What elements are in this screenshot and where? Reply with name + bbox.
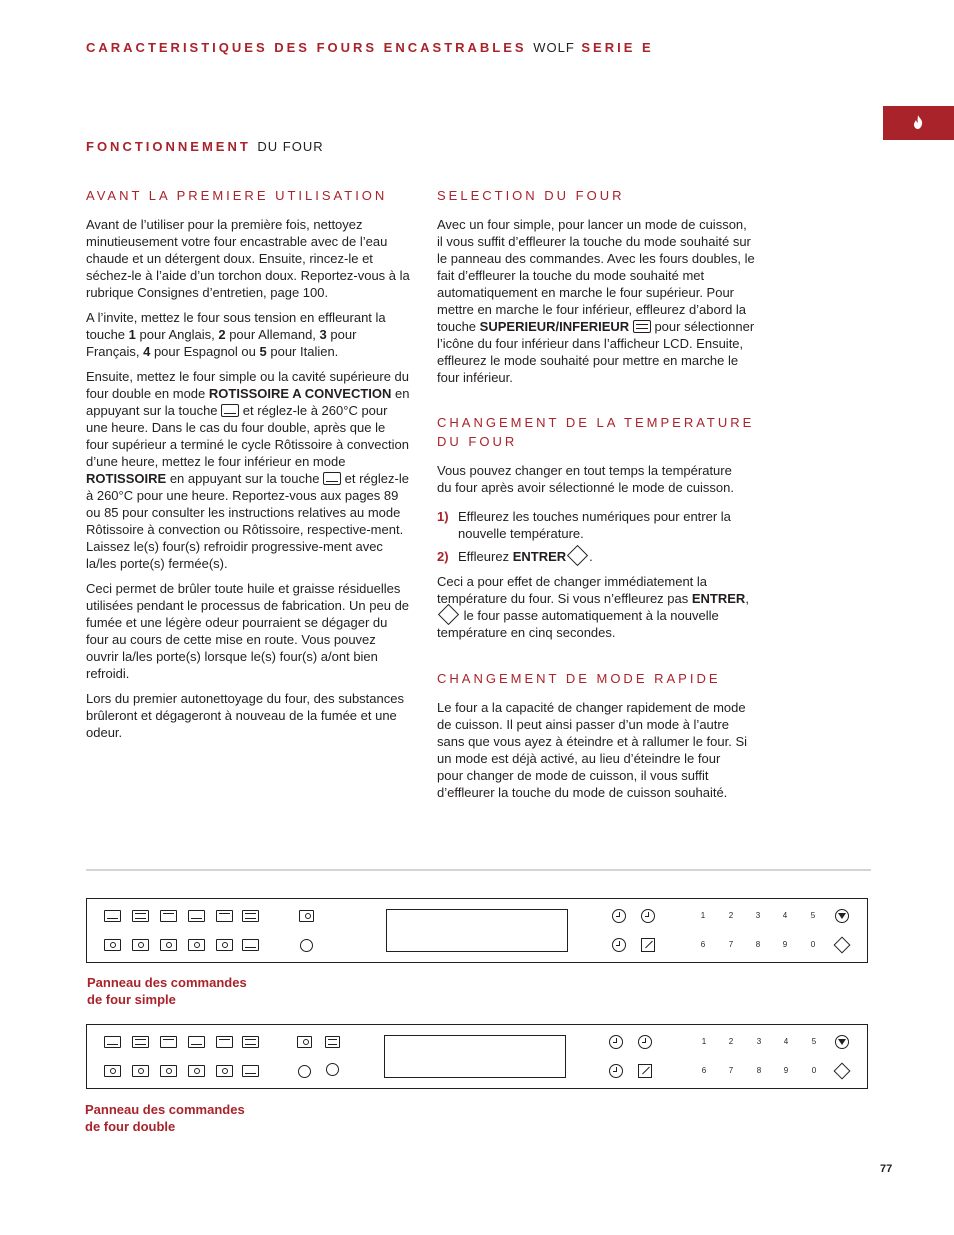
digit-key: 8	[755, 940, 761, 949]
dehydrate-key-icon	[242, 910, 259, 922]
left-p4: Ceci permet de brûler toute huile et graisse résiduelles utilisées pendant le processus de fabrication. Un peu de fumée et une légère odeur pourraient se dégager du four au cours de cette mise en route. Vous pouvez ouvrir la/les porte(s) lorsque le(s) four(s) a/ont bien refroidi.	[86, 581, 410, 681]
clean-key-icon	[216, 1065, 233, 1077]
flame-icon	[911, 114, 925, 130]
clean-key-icon	[216, 939, 233, 951]
digit-key: 2	[728, 1037, 734, 1046]
text: ROTISSOIRE	[86, 471, 167, 486]
roast-key-icon	[132, 1036, 149, 1048]
digit-key: 0	[810, 940, 816, 949]
power-lower-key-icon	[326, 1063, 339, 1076]
right-s2-intro: Vous pouvez changer en tout temps la température du four après avoir sélectionné le mode de cuisson.	[437, 463, 735, 495]
delay-start-clock-icon	[612, 938, 626, 952]
caption-line: de four double	[85, 1119, 176, 1134]
text: pour Anglais,	[139, 327, 215, 342]
list-item	[437, 508, 737, 542]
digit-key: 3	[756, 1037, 762, 1046]
text: Avec un four simple, pour lancer un mode de cuisson, il vous suffit d’effleurer la touche du mode souhaité sur le panneau des commandes. Avec les fours doubles, le fait d’effleurer la touche du mode souhaité met automatiquement en marche le four supérieur. Pour mettre en marche le four inférieur, effleurez d’abord la touche	[437, 217, 755, 334]
right-s3: Le four a la capacité de changer rapidement de mode de cuisson. Il peut ainsi passer d’un mode à l’autre sans que vous ayez à éteindre et à rallumer le four. Si un mode est déjà activé, au lieu d’éteindre le four pour changer de mode de cuisson, il vous suffit d’effleurer la touche du mode de cuisson souhaité.	[437, 700, 748, 800]
right-s1	[437, 216, 755, 386]
enter-key-icon	[834, 1063, 851, 1080]
digit-key: 9	[782, 940, 788, 949]
bake-stone-key-icon	[188, 910, 205, 922]
header-brand: WOLF	[533, 40, 575, 55]
digit-key: 1	[701, 1037, 707, 1046]
proof-key-icon	[216, 1036, 233, 1048]
proof-key-icon	[216, 910, 233, 922]
digit-key: 0	[811, 1066, 817, 1075]
light-key-icon	[297, 1036, 312, 1048]
digit-key: 9	[783, 1066, 789, 1075]
cancel-key-icon	[835, 1035, 849, 1049]
cook-time-clock-icon	[638, 1035, 652, 1049]
page-number: 77	[880, 1163, 893, 1175]
section-title-rest: DU FOUR	[257, 139, 324, 154]
right-col-temp	[437, 462, 749, 649]
text: le four passe automatiquement à la nouvelle température en cinq secondes.	[437, 608, 719, 640]
convection-key-icon	[104, 939, 121, 951]
text: 5	[259, 344, 267, 359]
section-tab	[883, 106, 954, 140]
convection-bake-key-icon	[188, 939, 205, 951]
left-p2	[86, 309, 411, 360]
text: Effleurez	[458, 549, 510, 564]
enter-key-icon	[834, 937, 851, 954]
right-col-sel	[437, 216, 755, 394]
text: pour Français,	[86, 327, 357, 359]
caption-double	[85, 1101, 245, 1135]
text: en appuyant sur la touche	[169, 471, 320, 486]
text: pour Espagnol ou	[153, 344, 256, 359]
bake-key-icon	[104, 1036, 121, 1048]
text: .	[589, 549, 593, 564]
light-key-icon	[299, 910, 314, 922]
text: ENTRER	[691, 591, 746, 606]
text: 3	[319, 327, 327, 342]
section-title	[86, 139, 324, 154]
steps-list	[437, 508, 737, 565]
digit-key: 5	[810, 911, 816, 920]
left-p5: Lors du premier autonettoyage du four, des substances brûleront et dégageront à nouveau de la fumée et une odeur.	[86, 691, 404, 740]
right-col-rapide	[437, 699, 747, 809]
lcd-display	[386, 909, 568, 952]
power-key-icon	[300, 939, 313, 952]
text: 2	[218, 327, 226, 342]
roast-icon	[323, 472, 341, 485]
caption-line: Panneau des commandes	[87, 975, 247, 990]
digit-key: 7	[728, 940, 734, 949]
text: et réglez-le à 260°C pour une heure. Reportez-vous aux pages 89 ou 85 pour consulter les instructions relatives au mode Rôtissoire à convection ou Rôtissoire, respective-ment. Laissez le(s) four(s) refroidir progressive-ment avec la/les porte(s) fermée(s).	[86, 471, 409, 571]
caption-line: de four simple	[87, 992, 176, 1007]
convection-key-icon	[104, 1065, 121, 1077]
digit-key: 6	[700, 940, 706, 949]
convection-broil-key-icon	[160, 939, 177, 951]
timer-clock-icon	[612, 909, 626, 923]
heading-avant: AVANT LA PREMIERE UTILISATION	[86, 188, 388, 203]
heading-mode-rapide: CHANGEMENT DE MODE RAPIDE	[437, 671, 721, 686]
convection-bake-key-icon	[188, 1065, 205, 1077]
digit-key: 1	[700, 911, 706, 920]
dehydrate-key-icon	[242, 1036, 259, 1048]
enter-icon	[567, 545, 588, 566]
convection-roast-key-icon	[132, 939, 149, 951]
text: en appuyant sur la touche	[86, 386, 410, 418]
digit-key: 5	[811, 1037, 817, 1046]
digit-key: 6	[701, 1066, 707, 1075]
left-p1: Avant de l’utiliser pour la première fois, nettoyez minutieusement votre four encastrable avec de l’eau chaude et un détergent doux. Ensuite, rincez-le et séchez-le à l’aide d’un torchon doux. Reportez-vous à la rubrique Consignes d’entretien, page 100.	[86, 217, 410, 300]
cancel-key-icon	[835, 909, 849, 923]
text: Ceci a pour effet de changer immédiatement la température du four. Si vous n’effleurez pas	[437, 574, 708, 606]
text: pour Italien.	[270, 344, 339, 359]
text: SUPERIEUR/INFERIEUR	[479, 319, 630, 334]
heading-selection: SELECTION DU FOUR	[437, 188, 625, 203]
probe-key-icon	[641, 938, 655, 952]
text: ROTISSOIRE A CONVECTION	[208, 386, 392, 401]
text: 4	[143, 344, 151, 359]
digit-key: 3	[755, 911, 761, 920]
step-number: 2)	[437, 549, 449, 564]
left-column	[86, 216, 411, 749]
lcd-display	[384, 1035, 566, 1078]
bake-key-icon	[104, 910, 121, 922]
cook-time-clock-icon	[641, 909, 655, 923]
lock-key-icon	[242, 939, 259, 951]
digit-key: 2	[728, 911, 734, 920]
digit-key: 8	[756, 1066, 762, 1075]
enter-icon	[438, 604, 459, 625]
text: pour sélectionner l’icône du four inférieur dans l’afficheur LCD. Ensuite, effleurez le mode souhaité pour mettre en marche le four inférieur.	[437, 319, 755, 385]
timer-clock-icon	[609, 1035, 623, 1049]
heading-temperature: CHANGEMENT DE LA TEMPERATURE DU FOUR	[437, 415, 755, 449]
probe-key-icon	[638, 1064, 652, 1078]
right-s2-p	[437, 573, 755, 641]
header-title: CARACTERISTIQUES DES FOURS ENCASTRABLES	[86, 40, 527, 55]
delay-start-clock-icon	[609, 1064, 623, 1078]
upper-lower-icon	[633, 320, 651, 333]
caption-single	[87, 974, 247, 1008]
upper-lower-key-icon	[325, 1036, 340, 1048]
digit-key: 4	[783, 1037, 789, 1046]
convection-roast-icon	[221, 404, 239, 417]
control-panel-double	[86, 1024, 868, 1089]
caption-line: Panneau des commandes	[85, 1102, 245, 1117]
broil-key-icon	[160, 910, 177, 922]
lock-key-icon	[242, 1065, 259, 1077]
convection-roast-key-icon	[132, 1065, 149, 1077]
text: pour Allemand,	[229, 327, 316, 342]
control-panel-single	[86, 898, 868, 963]
text: et réglez-le à 260°C pour une heure. Dans le cas du four double, après que le four supérieur a terminé le cycle Rôtissoire à convection d’une heure, mettez le four inférieur en mode	[86, 403, 409, 469]
power-upper-key-icon	[298, 1065, 311, 1078]
step-number: 1)	[437, 509, 449, 524]
section-title-bold: FONCTIONNEMENT	[86, 139, 251, 154]
list-item	[437, 548, 737, 565]
text: Effleurez les touches numériques pour entrer la nouvelle température.	[458, 509, 731, 541]
left-p3	[86, 368, 411, 572]
text: Ensuite, mettez le four simple ou la cavité supérieure du four double en mode	[86, 369, 410, 401]
convection-broil-key-icon	[160, 1065, 177, 1077]
text: ,	[745, 591, 749, 606]
divider	[86, 869, 871, 871]
broil-key-icon	[160, 1036, 177, 1048]
header-series: SERIE E	[581, 40, 654, 55]
running-header	[86, 40, 654, 55]
bake-stone-key-icon	[188, 1036, 205, 1048]
digit-key: 4	[782, 911, 788, 920]
digit-key: 7	[728, 1066, 734, 1075]
text: ENTRER	[512, 549, 567, 564]
text: 1	[128, 327, 136, 342]
text: A l’invite, mettez le four sous tension en effleurant la touche	[86, 310, 386, 342]
roast-key-icon	[132, 910, 149, 922]
